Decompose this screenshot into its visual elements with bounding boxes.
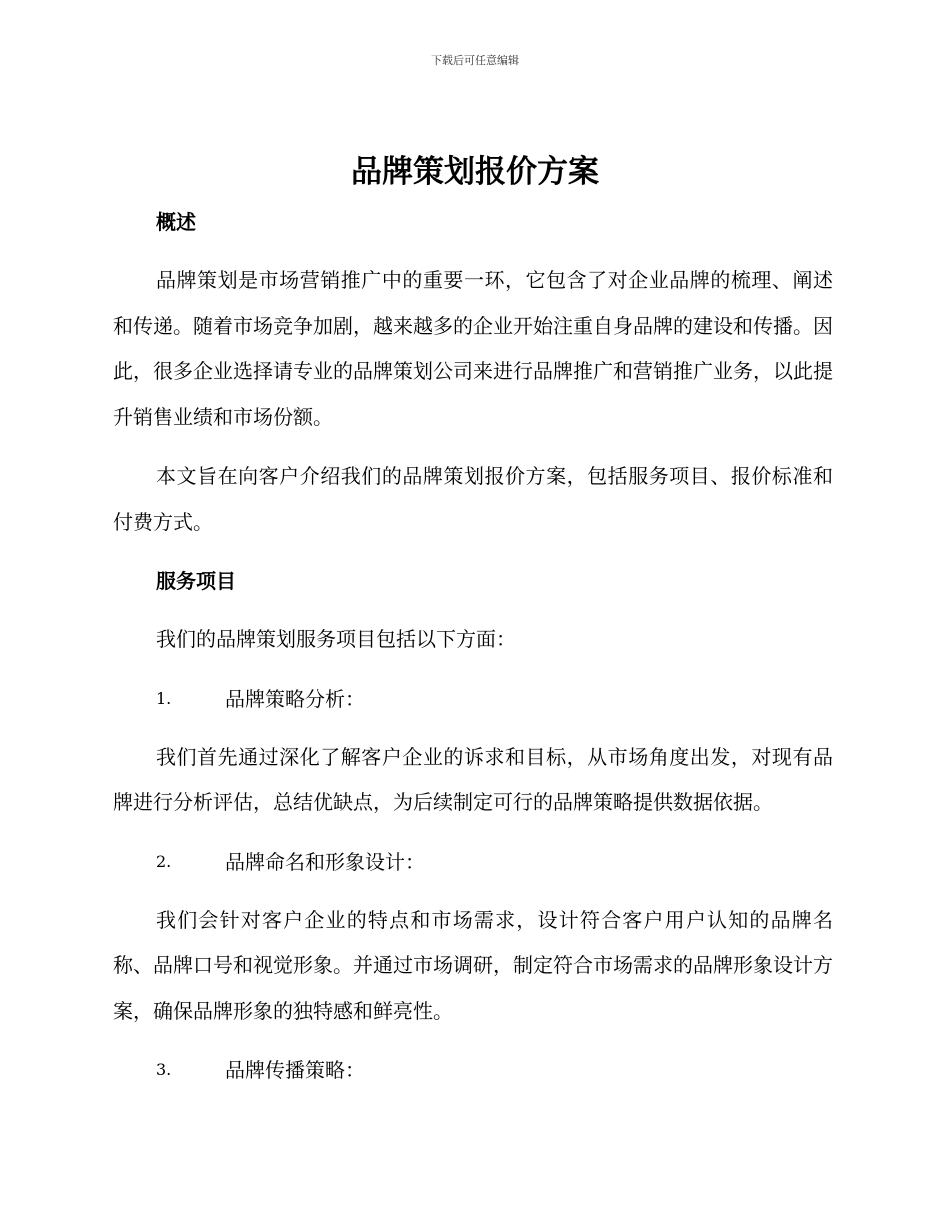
service-item-number: 1.: [156, 688, 172, 708]
services-intro: 我们的品牌策划服务项目包括以下方面：: [156, 627, 516, 651]
service-item-number: 2.: [156, 851, 172, 871]
document-title: 品牌策划报价方案: [351, 154, 599, 190]
overview-paragraph: 品牌策划是市场营销推广中的重要一环，它包含了对企业品牌的梳理、阐述和传递。随着市场竞争加剧，越来越多的企业开始注重自身品牌的建设和传播。因此，很多企业选择请专业的品牌策划公司来进行品牌推广和营销推广业务，以此提升销售业绩和市场份额。: [113, 268, 833, 429]
service-item-description: 我们首先通过深化了解客户企业的诉求和目标，从市场角度出发，对现有品牌进行分析评估，总结优缺点，为后续制定可行的品牌策略提供数据依据。: [113, 744, 833, 814]
overview-paragraph: 本文旨在向客户介绍我们的品牌策划报价方案，包括服务项目、报价标准和付费方式。: [113, 464, 833, 534]
section-heading-overview: 概述: [156, 210, 196, 234]
service-item-label: 品牌策略分析：: [225, 686, 365, 711]
service-item-description: 我们会针对客户企业的特点和市场需求，设计符合客户用户认知的品牌名称、品牌口号和视觉形象。并通过市场调研，制定符合市场需求的品牌形象设计方案，确保品牌形象的独特感和鲜亮性。: [113, 907, 833, 1023]
service-item-label: 品牌命名和形象设计：: [225, 849, 425, 874]
service-item-title: [113, 677, 833, 721]
service-item-title: [113, 840, 833, 884]
document-body: [113, 200, 833, 1092]
service-item-label: 品牌传播策略：: [225, 1058, 365, 1082]
service-item-title: [113, 1048, 833, 1092]
header-note: 下载后可任意编辑: [431, 54, 519, 67]
section-heading-services: 服务项目: [156, 569, 236, 593]
service-item-number: 3.: [156, 1060, 172, 1079]
